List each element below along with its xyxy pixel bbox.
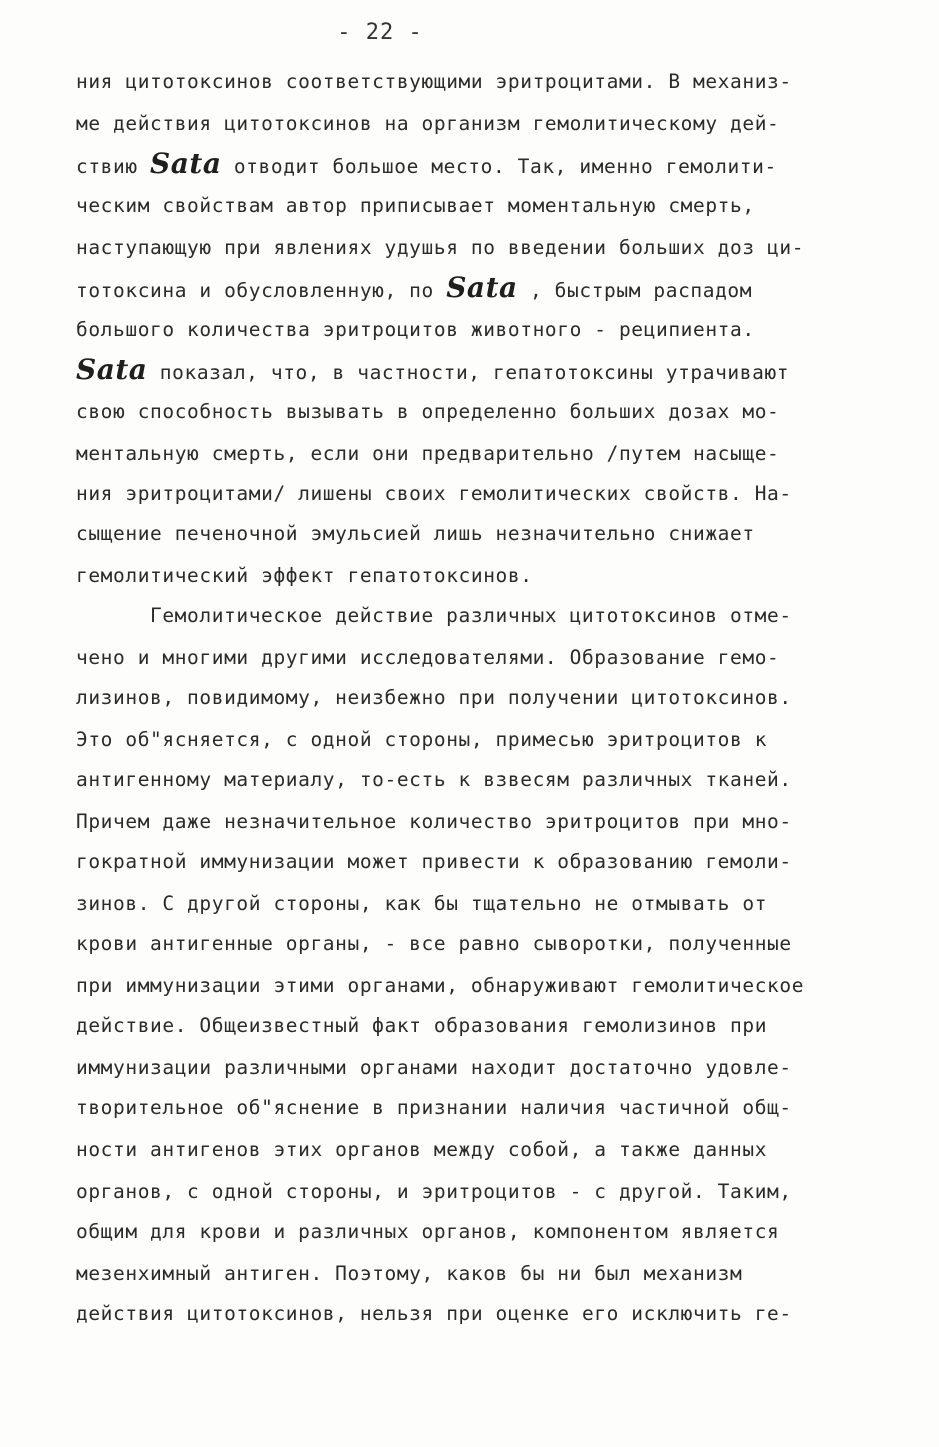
text-line: наступающую при явлениях удушья по введении больших доз ци- xyxy=(76,236,805,259)
text-line: свою способность вызывать в определенно больших дозах мо- xyxy=(76,400,780,423)
text-line: действия цитотоксинов, нельзя при оценке его исключить ге- xyxy=(76,1302,792,1325)
text-line: антигенному материалу, то-есть к взвесям различных тканей. xyxy=(76,768,792,791)
text-fragment: отводит большое место. Так, именно гемолити- xyxy=(221,155,777,178)
text-line: большого количества эритроцитов животного - реципиента. xyxy=(76,318,755,341)
text-line xyxy=(76,271,753,304)
text-line: органов, с одной стороны, и эритроцитов - с другой. Таким, xyxy=(76,1180,792,1203)
text-line xyxy=(76,147,777,180)
text-line: действие. Общеизвестный факт образования гемолизинов при xyxy=(76,1014,768,1037)
page-number: - 22 - xyxy=(337,20,423,45)
text-line: ния эритроцитами/ лишены своих гемолитических свойств. На- xyxy=(76,482,792,505)
text-fragment: , быстрым распадом xyxy=(517,279,753,302)
text-fragment: тотоксина и обусловленную, по xyxy=(76,279,447,302)
text-line: Гемолитическое действие различных цитотоксинов отме- xyxy=(150,604,792,627)
text-line: зинов. С другой стороны, как бы тщательно не отмывать от xyxy=(76,892,768,915)
handwritten-name: Sata xyxy=(150,147,222,180)
text-line: творительное об"яснение в признании наличия частичной общ- xyxy=(76,1096,792,1119)
text-line: Причем даже незначительное количество эритроцитов при мно- xyxy=(76,810,792,833)
text-line: ческим свойствам автор приписывает моментальную смерть, xyxy=(76,194,755,217)
handwritten-name: Sata xyxy=(446,271,518,304)
text-line: Это об"ясняется, с одной стороны, примесью эритроцитов к xyxy=(76,728,768,751)
text-fragment: ствию xyxy=(76,155,151,178)
text-line: сыщение печеночной эмульсией лишь незначительно снижает xyxy=(76,522,755,545)
text-line: общим для крови и различных органов, компонентом является xyxy=(76,1220,780,1243)
text-line: ме действия цитотоксинов на организм гемолитическому дей- xyxy=(76,112,780,135)
handwritten-name: Sata xyxy=(76,353,148,386)
text-line: крови антигенные органы, - все равно сыворотки, полученные xyxy=(76,932,792,955)
text-line: лизинов, повидимому, неизбежно при получении цитотоксинов. xyxy=(76,686,792,709)
text-line: гемолитический эффект гепатотоксинов. xyxy=(76,564,533,587)
text-line: мезенхимный антиген. Поэтому, каков бы ни был механизм xyxy=(76,1262,743,1285)
text-line: чено и многими другими исследователями. Образование гемо- xyxy=(76,646,780,669)
text-fragment: показал, что, в частности, гепатотоксины утрачивают xyxy=(147,361,790,384)
text-line: ментальную смерть, если они предварительно /путем насыще- xyxy=(76,442,780,465)
text-line: иммунизации различными органами находит достаточно удовле- xyxy=(76,1056,792,1079)
text-line: при иммунизации этими органами, обнаруживают гемолитическое xyxy=(76,974,805,997)
text-line xyxy=(76,353,790,386)
text-line: ности антигенов этих органов между собой, а также данных xyxy=(76,1138,768,1161)
text-line: гократной иммунизации может привести к образованию гемоли- xyxy=(76,850,792,873)
text-line: ния цитотоксинов соответствующими эритроцитами. В механиз- xyxy=(76,70,792,93)
